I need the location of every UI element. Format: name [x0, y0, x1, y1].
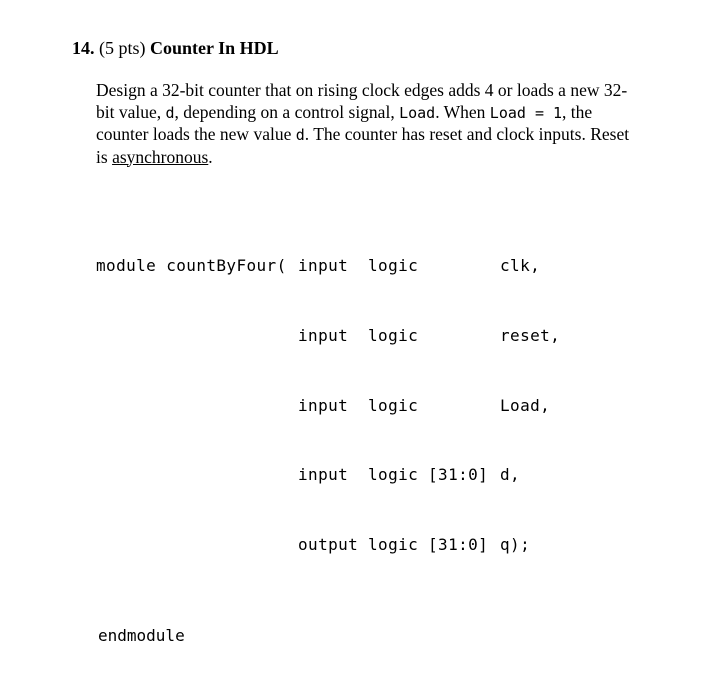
inline-code-d: d [165, 103, 175, 122]
port-name: q); [500, 534, 531, 554]
description-line-2 [96, 102, 662, 125]
question-number: 14. [72, 38, 95, 58]
port-name: clk, [500, 256, 541, 276]
port-type: logic [368, 256, 419, 276]
inline-code-d: d [295, 126, 305, 144]
port-row [96, 394, 560, 417]
port-row [96, 254, 560, 277]
description-text: , depending on a control signal, [174, 101, 400, 122]
port-row [96, 463, 560, 486]
port-type: logic [368, 395, 419, 415]
port-direction: input [298, 256, 349, 276]
description-text: . The counter has reset and clock inputs. Reset [304, 124, 630, 144]
description-line-3 [96, 124, 662, 147]
description-text: Design a 32-bit counter that on rising clock edges adds 4 or loads a new 32- [96, 80, 628, 100]
port-type: logic [368, 534, 419, 554]
description-text: , the [562, 101, 593, 122]
port-direction: input [298, 395, 349, 415]
port-direction: input [298, 465, 349, 485]
inline-code-load: Load [399, 103, 436, 122]
description-line-1 [96, 80, 662, 102]
port-name: d, [500, 465, 521, 485]
question-points: (5 pts) [99, 38, 146, 58]
description-text: bit value, [96, 101, 166, 122]
port-type: logic [368, 326, 419, 345]
question-heading [72, 38, 279, 58]
port-direction: output [298, 534, 359, 554]
port-type: logic [368, 465, 419, 485]
endmodule-keyword: endmodule [98, 626, 185, 645]
description-text: . [208, 146, 213, 167]
port-row [96, 324, 560, 347]
port-range: [31:0] [428, 465, 489, 485]
underlined-word: asynchronous [112, 146, 209, 167]
module-header: module countByFour( [96, 256, 287, 276]
module-declaration [96, 208, 560, 579]
description-text: counter loads the new value [96, 124, 296, 144]
description-text: . When [435, 101, 490, 122]
port-name: Load, [500, 395, 551, 415]
description-line-4 [96, 147, 662, 169]
port-row [96, 533, 560, 556]
port-direction: input [298, 326, 349, 345]
description-text: is [96, 146, 113, 167]
question-title: Counter In HDL [150, 38, 279, 58]
port-range: [31:0] [428, 534, 489, 554]
inline-code-load-condition: Load = 1 [489, 103, 563, 122]
port-name: reset, [500, 326, 561, 345]
question-description [96, 80, 662, 168]
